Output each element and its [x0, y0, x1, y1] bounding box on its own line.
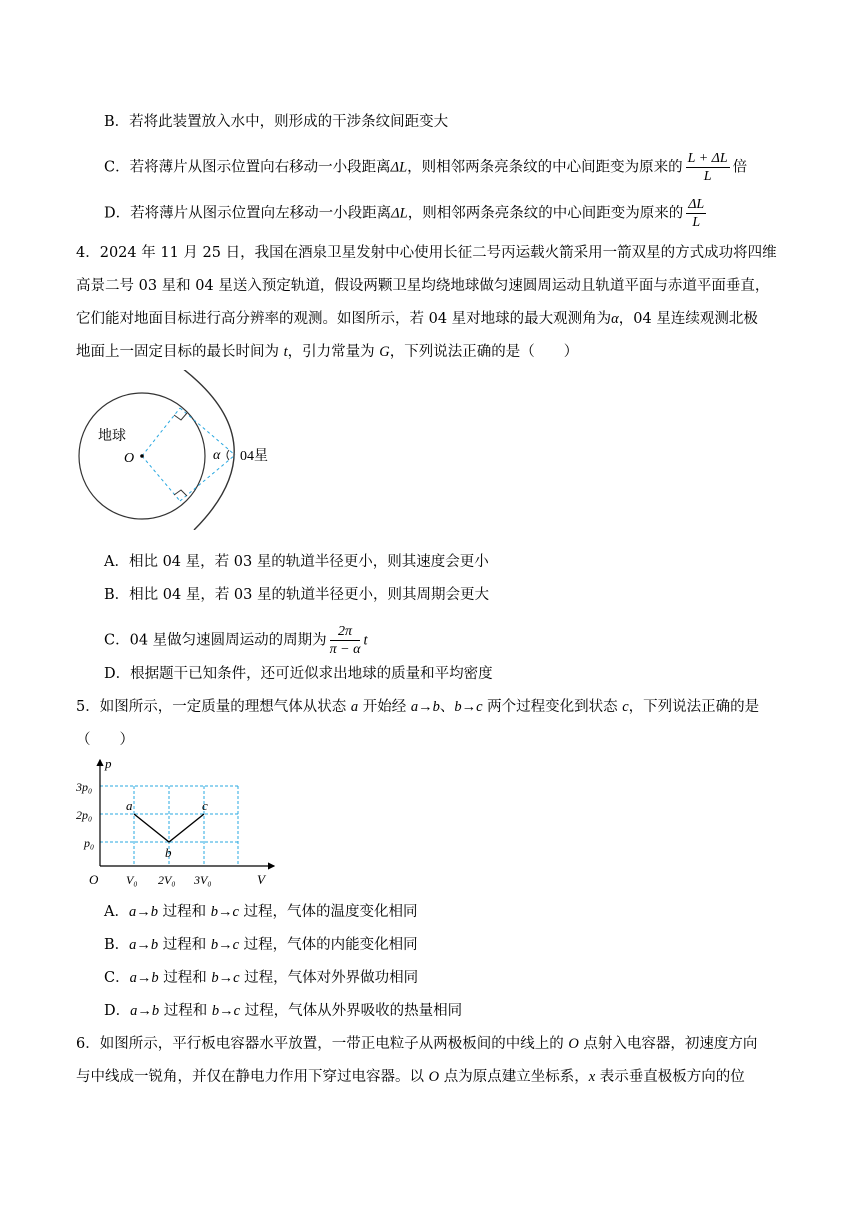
q5-pv-diagram [70, 756, 280, 888]
angle-arc [227, 450, 229, 460]
q3-option-c-fraction: $\frac{L + \Delta L}{L}$ [687, 151, 728, 184]
q3-option-d: D．若将薄片从图示位置向左移动一小段距离ΔL，则相邻两条亮条纹的中心间距变为原来的 $\frac{\Delta L}{L}$ [104, 197, 705, 230]
q3-option-c: C．若将薄片从图示位置向右移动一小段距离ΔL，则相邻两条亮条纹的中心间距变为原来的 $\frac{L + \Delta L}{L}$ 倍 [104, 151, 748, 184]
point-c-label: c [202, 798, 208, 813]
upper-tangent-line [180, 408, 235, 455]
q4-option-c-fraction: $\frac{2\pi}{\pi - \alpha}$ [329, 624, 361, 657]
q5-option-b: B．a→b 过程和 b→c 过程，气体的内能变化相同 [104, 937, 418, 953]
upper-right-angle-mark [174, 413, 187, 420]
satellite-label: 04星 [240, 449, 268, 464]
orbit-arc [182, 370, 234, 530]
origin-label: O [89, 872, 99, 887]
q4-stem-line4: 地面上一固定目标的最长时间为 t，引力常量为 G，下列说法正确的是（ ） [76, 344, 579, 360]
lower-right-angle-mark [174, 490, 187, 496]
q5-option-a: A．a→b 过程和 b→c 过程，气体的温度变化相同 [104, 904, 418, 920]
q4-option-c: C．04 星做匀速圆周运动的周期为 $\frac{2\pi}{\pi - \alpha}$ t [104, 624, 368, 657]
q5-stem-line2: （ ） [76, 732, 134, 748]
point-b-label: b [165, 845, 172, 860]
y-tick-3p0: 3p₀ [76, 780, 93, 794]
q4-stem-line1: 4．2024 年 11 月 25 日，我国在酒泉卫星发射中心使用长征二号丙运载火箭采用一箭双星的方式成功将四维 [76, 245, 777, 261]
q4-option-a: A．相比 04 星，若 03 星的轨道半径更小，则其速度会更小 [104, 554, 489, 570]
point-a-label: a [126, 798, 133, 813]
q3-option-b: B．若将此装置放入水中，则形成的干涉条纹间距变大 [104, 114, 449, 130]
p-axis-label: p [105, 756, 112, 771]
earth-label: 地球 [98, 429, 126, 444]
center-label: O [124, 451, 135, 466]
q4-option-b: B．相比 04 星，若 03 星的轨道半径更小，则其周期会更大 [104, 587, 489, 603]
y-tick-2p0: 2p₀ [76, 808, 93, 822]
lower-tangent-line [180, 455, 235, 501]
y-tick-p0: p₀ [84, 836, 95, 850]
v-axis-label: V [257, 872, 265, 887]
q5-stem-line1: 5．如图所示，一定质量的理想气体从状态 a 开始经 a→b、b→c 两个过程变化到状态 c，下列说法正确的是 [76, 699, 760, 715]
q5-option-d: D．a→b 过程和 b→c 过程，气体从外界吸收的热量相同 [104, 1003, 463, 1019]
q4-stem-line2: 高景二号 03 星和 04 星送入预定轨道，假设两颗卫星均绕地球做匀速圆周运动且轨道平面与赤道平面垂直， [76, 278, 770, 294]
q4-stem-line3: 它们能对地面目标进行高分辨率的观测。如图所示，若 04 星对地球的最大观测角为α，04 星连续观测北极 [76, 311, 758, 327]
q6-stem-line2: 与中线成一锐角，并仅在静电力作用下穿过电容器。以 O 点为原点建立坐标系，x 表示垂直极板方向的位 [76, 1069, 745, 1085]
q6-stem-line1: 6．如图所示，平行板电容器水平放置，一带正电粒子从两极板间的中线上的 O 点射入电容器，初速度方向 [76, 1036, 758, 1052]
earth-center-dot [140, 454, 144, 458]
q4-option-d: D．根据题干已知条件，还可近似求出地球的质量和平均密度 [104, 666, 493, 682]
x-tick-3v0: 3V₀ [194, 873, 212, 887]
x-tick-v0: V₀ [126, 873, 138, 887]
q4-satellite-figure [70, 370, 310, 530]
q3-option-d-fraction: $\frac{\Delta L}{L}$ [688, 197, 705, 230]
q5-option-c: C．a→b 过程和 b→c 过程，气体对外界做功相同 [104, 970, 419, 986]
angle-label: α [213, 448, 221, 463]
x-tick-2v0: 2V₀ [158, 873, 176, 887]
